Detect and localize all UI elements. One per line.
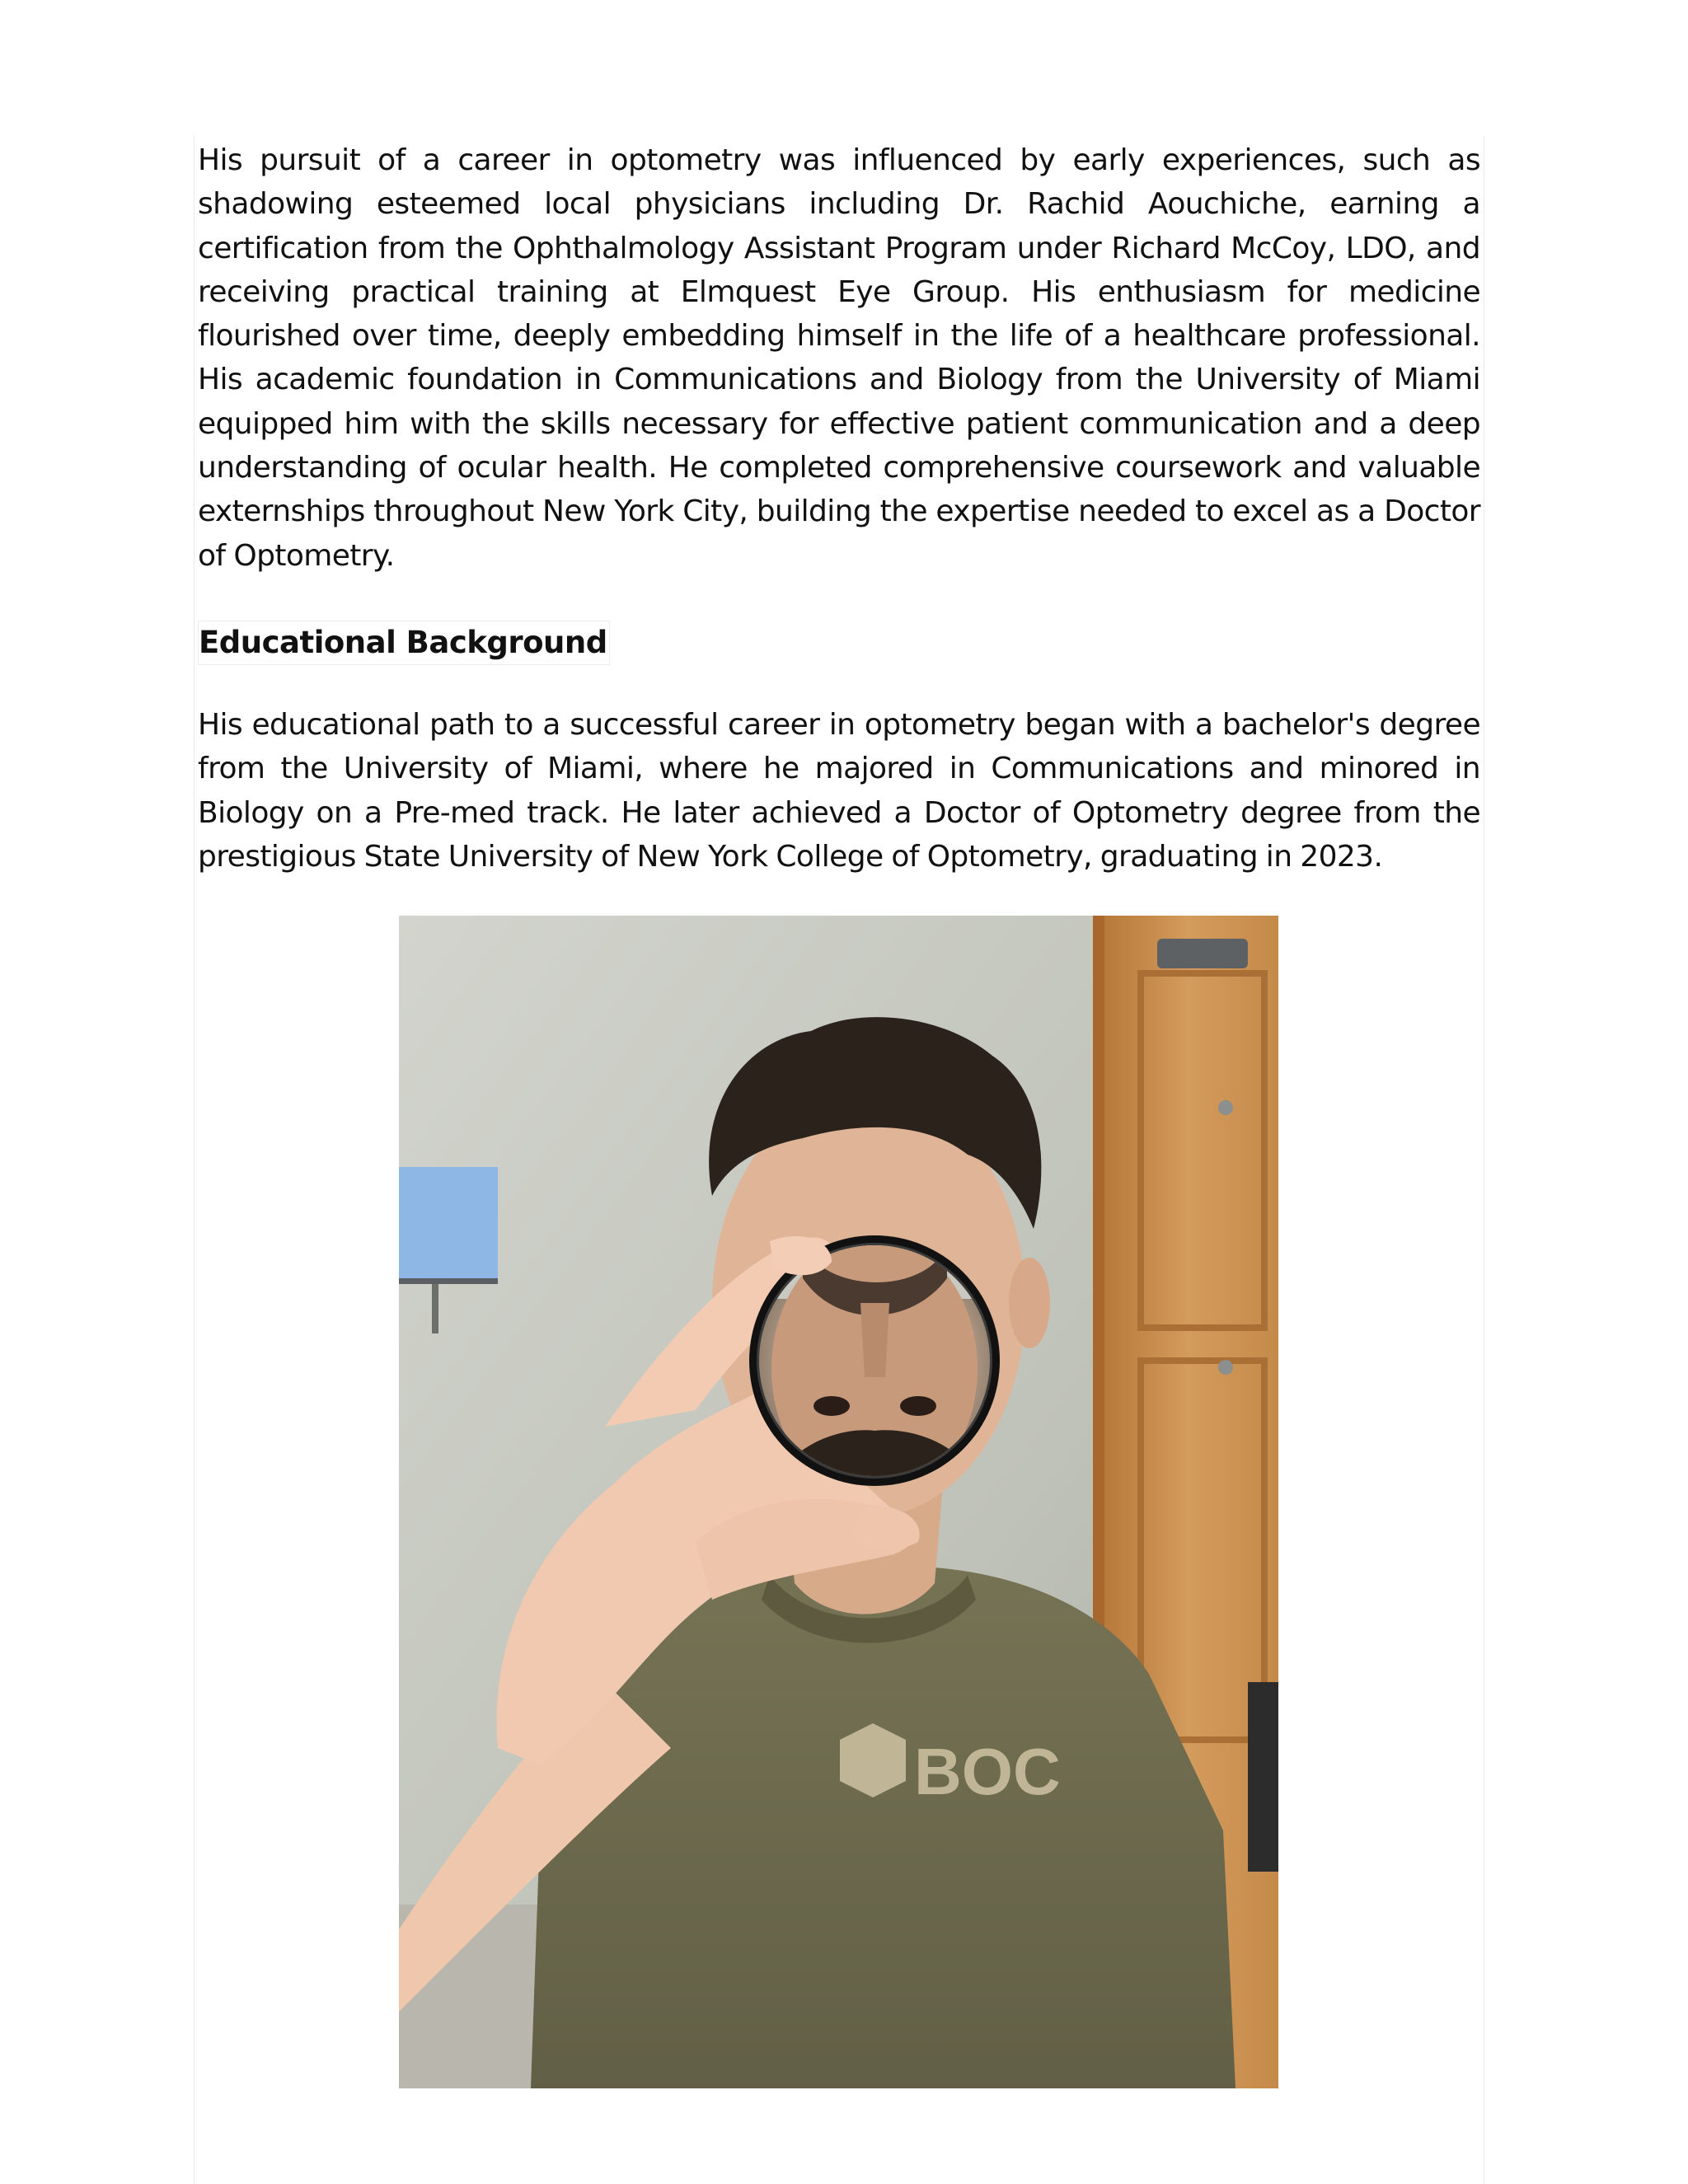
- lens-eye-right: [900, 1396, 936, 1416]
- education-paragraph: His educational path to a successful career in optometry began with a bachelor's degree from the University of Miami, where he majored in Communications and minored in Biology on a Pre-med track. He later achieved a Doctor of Optometry degree from the prestigious State University of New York College of Optometry, graduating in 2023.: [198, 707, 1480, 874]
- heading-wrapper: [198, 621, 1480, 665]
- chair-back: [1248, 1682, 1278, 1872]
- ear-right: [1009, 1258, 1050, 1348]
- tv-frame: [399, 1278, 498, 1284]
- door-knob-upper: [1218, 1100, 1233, 1115]
- portrait-photo: [399, 916, 1278, 2088]
- career-paragraph: His pursuit of a career in optometry was influenced by early experiences, such as shadowing esteemed local physicians including Dr. Rachid Aouchiche, earning a certification from the Ophthalmology Assistant Program under Richard McCoy, LDO, and receiving practical training at Elmquest Eye Group. His enthusiasm for medicine flourished over time, deeply embedding himself in the life of a healthcare professional. His academic foundation in Communications and Biology from the University of Miami equipped him with the skills necessary for effective patient communication and a deep understanding of ocular health. He completed comprehensive coursework and valuable externships throughout New York City, building the expertise needed to excel as a Doctor of Optometry.: [198, 143, 1480, 573]
- shirt-logo: [840, 1723, 1061, 1808]
- lens-eye-left: [814, 1396, 850, 1416]
- door-knob-lower: [1218, 1360, 1233, 1375]
- door-closer: [1157, 939, 1248, 968]
- tv-screen: [399, 1167, 498, 1278]
- tv-mount: [432, 1284, 438, 1333]
- lens-nose: [860, 1303, 889, 1377]
- document-body: [198, 138, 1480, 879]
- section-heading: Educational Background: [198, 621, 610, 665]
- shirt-logo-text: BOC: [914, 1735, 1061, 1808]
